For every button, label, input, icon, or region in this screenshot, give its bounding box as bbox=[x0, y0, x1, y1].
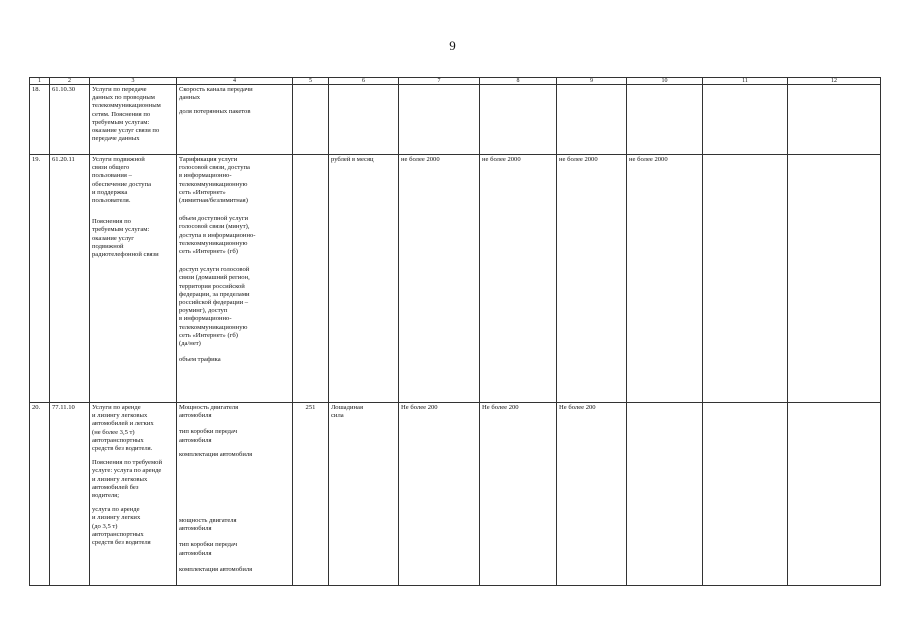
column-number: 11 bbox=[703, 78, 788, 85]
row-number: 19. bbox=[30, 155, 50, 403]
characteristic-text: мощность двигателя автомобиля bbox=[179, 517, 237, 533]
value-text: не более 2000 bbox=[482, 156, 521, 163]
column-number: 7 bbox=[399, 78, 480, 85]
page-number: 9 bbox=[449, 38, 456, 53]
column-number: 2 bbox=[50, 78, 90, 85]
characteristic-text: комплектация автомобиля bbox=[179, 565, 253, 573]
row-number: 20. bbox=[30, 403, 50, 586]
category-text: услуга по аренде и лизингу легких (до 3,5 т) автотранспортных средств без водителя bbox=[92, 506, 151, 547]
okei-code-cell bbox=[293, 403, 329, 586]
empty-cell bbox=[293, 85, 329, 155]
empty-cell bbox=[480, 85, 557, 155]
characteristic-text: Скорость канала передачи данных bbox=[179, 86, 253, 102]
empty-cell bbox=[703, 85, 788, 155]
empty-cell bbox=[557, 85, 627, 155]
category-cell bbox=[90, 85, 177, 155]
value-text: Не более 200 bbox=[401, 404, 438, 411]
column-number: 5 bbox=[293, 78, 329, 85]
characteristic-text: Тарификация услуги голосовой связи, доступа в информационно- телекоммуникационную сеть «Интернет» (лимитная/безлимитная) bbox=[179, 156, 250, 205]
characteristic-text: комплектация автомобиля bbox=[179, 450, 253, 458]
characteristic-text: доля потерянных пакетов bbox=[179, 108, 251, 116]
category-text: Пояснения по требуемой услуге: услуга по аренде и лизингу легковых автомобилей без водителя; bbox=[92, 459, 162, 500]
okpd-code: 61.10.30 bbox=[50, 85, 90, 155]
okei-code: 251 bbox=[305, 404, 316, 411]
characteristic-text: доступ услуги голосовой связи (домашний регион, территория российской федерации, за пределами российской федерации – роуминг), доступ в информационно- телекоммуникационную сеть «Интернет» (гб) (да/нет) bbox=[179, 266, 250, 348]
characteristic-text: тип коробки передач автомобиля bbox=[179, 428, 238, 444]
requirements-table bbox=[29, 77, 881, 586]
column-number-row bbox=[30, 78, 881, 85]
empty-cell bbox=[788, 85, 881, 155]
empty-cell bbox=[703, 155, 788, 403]
table-row bbox=[30, 155, 881, 403]
table-row bbox=[30, 85, 881, 155]
empty-cell bbox=[399, 85, 480, 155]
column-number: 6 bbox=[329, 78, 399, 85]
value-cell bbox=[480, 155, 557, 403]
table-row bbox=[30, 403, 881, 586]
column-number: 1 bbox=[30, 78, 50, 85]
category-text: Услуги подвижной связи общего пользования – обеспечение доступа и поддержка пользователя. bbox=[92, 156, 152, 205]
characteristic-text: Мощность двигателя автомобиля bbox=[179, 404, 239, 420]
column-number: 9 bbox=[557, 78, 627, 85]
value-cell bbox=[627, 155, 703, 403]
unit-cell bbox=[329, 403, 399, 586]
category-cell bbox=[90, 403, 177, 586]
empty-cell bbox=[627, 403, 703, 586]
category-text: Услуги по аренде и лизингу легковых автомобилей и легких (не более 3,5 т) автотранспортных средств без водителя. bbox=[92, 404, 154, 453]
okpd-code: 77.11.10 bbox=[50, 403, 90, 586]
value-cell bbox=[480, 403, 557, 586]
value-text: не более 2000 bbox=[401, 156, 440, 163]
category-text: Пояснения по требуемым услугам: оказание услуг подвижной радиотелефонной связи bbox=[92, 218, 159, 259]
empty-cell bbox=[627, 85, 703, 155]
characteristics-cell bbox=[177, 403, 293, 586]
unit-text: Лошадиная сила bbox=[331, 404, 363, 420]
characteristic-text: объем трафика bbox=[179, 356, 221, 364]
value-cell bbox=[557, 403, 627, 586]
unit-text: рублей в месяц bbox=[331, 156, 374, 163]
category-cell bbox=[90, 155, 177, 403]
value-text: не более 2000 bbox=[559, 156, 598, 163]
characteristic-text: тип коробки передач автомобиля bbox=[179, 541, 238, 557]
value-cell bbox=[399, 403, 480, 586]
characteristics-cell bbox=[177, 85, 293, 155]
column-number: 12 bbox=[788, 78, 881, 85]
value-cell bbox=[399, 155, 480, 403]
row-number: 18. bbox=[30, 85, 50, 155]
value-text: Не более 200 bbox=[482, 404, 519, 411]
value-text: не более 2000 bbox=[629, 156, 668, 163]
value-cell bbox=[557, 155, 627, 403]
column-number: 10 bbox=[627, 78, 703, 85]
characteristics-cell bbox=[177, 155, 293, 403]
empty-cell bbox=[788, 403, 881, 586]
characteristic-text: объем доступной услуги голосовой связи (минут), доступа в информационно- телекоммуникационную сеть «Интернет» (гб) bbox=[179, 215, 256, 256]
empty-cell bbox=[703, 403, 788, 586]
unit-cell bbox=[329, 155, 399, 403]
column-number: 4 bbox=[177, 78, 293, 85]
value-text: Не более 200 bbox=[559, 404, 596, 411]
okpd-code: 61.20.11 bbox=[50, 155, 90, 403]
empty-cell bbox=[329, 85, 399, 155]
empty-cell bbox=[788, 155, 881, 403]
category-text: Услуги по передаче данных по проводным телекоммуникационным сетям. Пояснения по требуемым услугам: оказание услуг связи по передаче данных bbox=[92, 86, 161, 143]
empty-cell bbox=[293, 155, 329, 403]
column-number: 8 bbox=[480, 78, 557, 85]
column-number: 3 bbox=[90, 78, 177, 85]
